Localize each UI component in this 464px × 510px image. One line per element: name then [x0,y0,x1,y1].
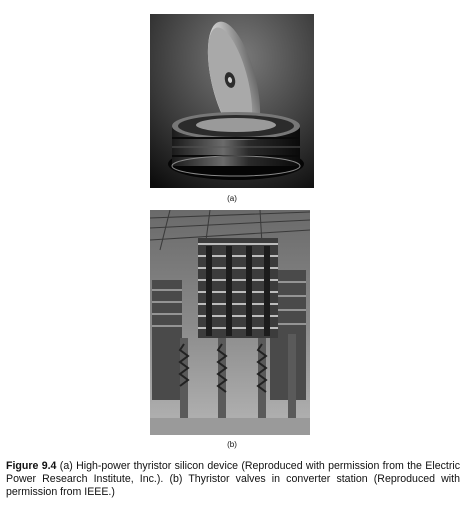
photo-thyristor-valves [150,210,310,435]
caption-text: (a) High-power thyristor silicon device (Reproduced with permission from the Electric Power Research Institute, Inc.). (b) Thyristor valves in converter station (Reproduced with permission from IEEE.) [6,460,460,498]
sublabel-b: (b) [227,440,237,449]
sublabel-a: (a) [227,194,237,203]
photo-thyristor-device [150,14,314,188]
figure-caption [6,460,460,499]
caption-label: Figure 9.4 [6,460,57,472]
